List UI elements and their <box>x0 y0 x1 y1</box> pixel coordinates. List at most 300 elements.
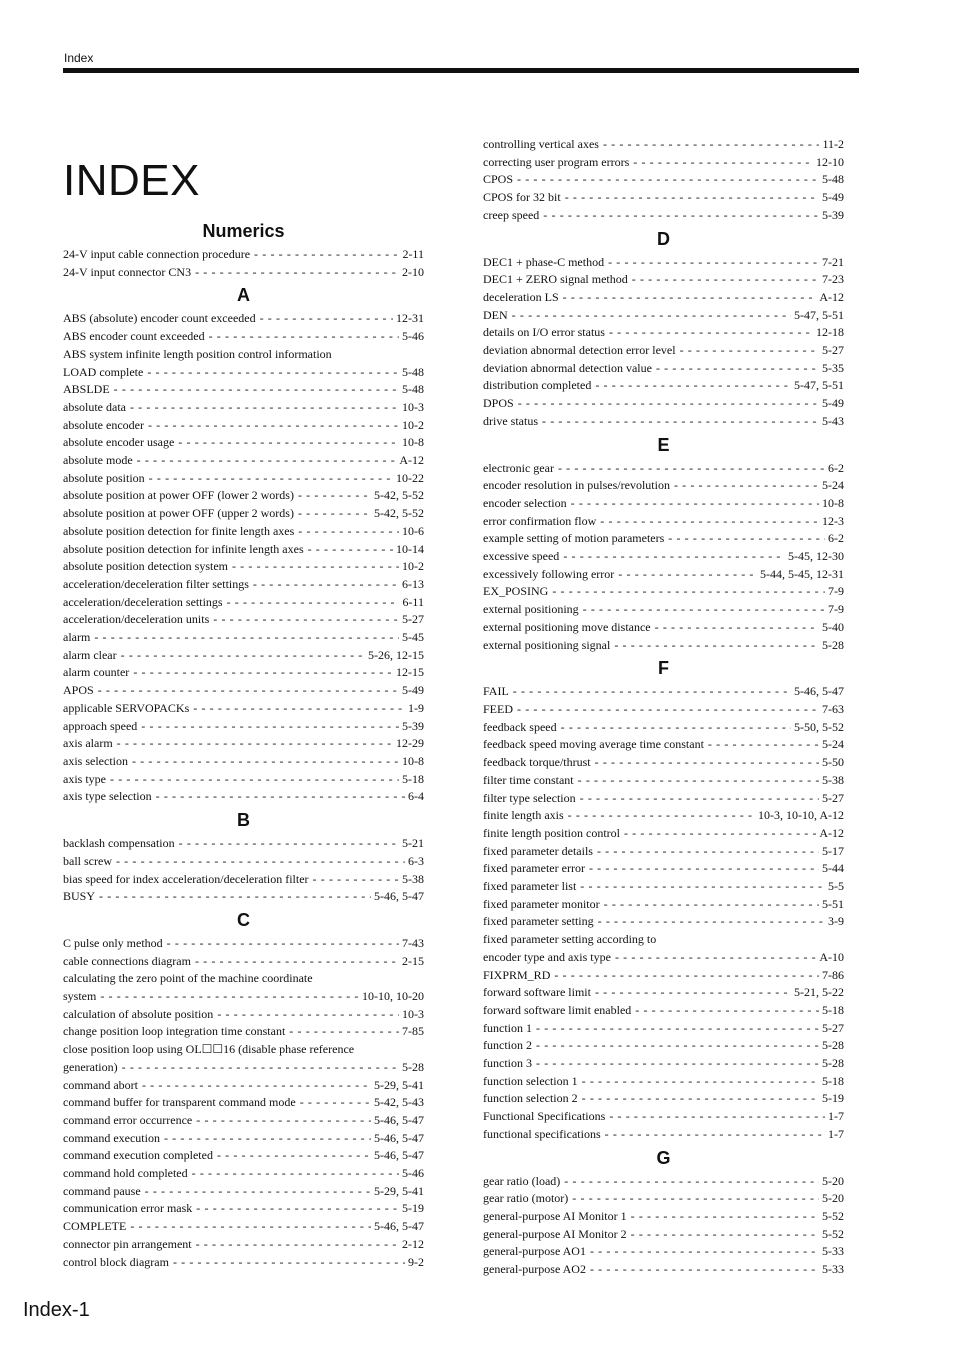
index-entry-term: generation) <box>63 1059 118 1074</box>
index-entry-term: BUSY <box>63 889 96 904</box>
dot-leader <box>147 364 399 382</box>
index-entry <box>63 434 424 452</box>
dot-leader <box>680 342 819 360</box>
index-entry-pages: 5-45 <box>402 630 424 645</box>
index-entry <box>483 360 844 378</box>
index-entry-pages: 5-24 <box>822 478 844 493</box>
index-entry-term: ABS system infinite length position control information <box>63 346 332 361</box>
index-entry <box>63 1112 424 1130</box>
index-entry-term: encoder resolution in pulses/revolution <box>483 478 670 493</box>
dot-leader <box>512 307 791 325</box>
index-entry <box>63 576 424 594</box>
index-entry-pages: 7-86 <box>822 967 844 982</box>
dot-leader <box>298 523 399 541</box>
dot-leader <box>543 207 819 225</box>
index-entry-term: controlling vertical axes <box>483 137 599 151</box>
index-entry-pages: 5-44 <box>822 861 844 876</box>
index-entry-pages: 12-3 <box>822 513 844 528</box>
dot-leader <box>600 513 819 531</box>
index-entry <box>63 1094 424 1112</box>
index-entry-pages: 1-7 <box>828 1109 844 1124</box>
index-entry <box>63 853 424 871</box>
dot-leader <box>98 682 399 700</box>
index-entry <box>63 935 424 953</box>
index-entry-term: gear ratio (motor) <box>483 1191 569 1206</box>
index-entry-term: alarm clear <box>63 647 117 662</box>
dot-leader <box>232 558 399 576</box>
index-entry <box>483 913 844 931</box>
index-entry-pages: 5-42, 5-52 <box>374 506 424 521</box>
index-entry-term: excessively following error <box>483 566 615 581</box>
index-entry <box>483 1108 844 1126</box>
dot-leader <box>635 1002 819 1020</box>
index-entry-term: DEN <box>483 307 508 322</box>
index-entry-term: error confirmation flow <box>483 513 597 528</box>
index-entry-term: command execution completed <box>63 1148 213 1163</box>
index-entry <box>63 735 424 753</box>
index-entry-pages: 2-10 <box>402 264 424 279</box>
index-entry-pages: 5-39 <box>822 207 844 222</box>
index-entry-term: external positioning <box>483 602 579 617</box>
index-entry-term: electronic gear <box>483 460 554 475</box>
index-entry-term: fixed parameter setting according to <box>483 932 657 947</box>
index-entry <box>483 271 844 289</box>
dot-leader <box>148 417 399 435</box>
dot-leader <box>195 264 399 282</box>
dot-leader <box>518 395 819 413</box>
dot-leader <box>578 772 819 790</box>
dot-leader <box>260 310 393 328</box>
index-entry-term: deviation abnormal detection error level <box>483 343 676 358</box>
index-entry-pages: 10-3, 10-10, A-12 <box>758 808 844 823</box>
index-entry-pages: 5-46, 5-47 <box>374 1148 424 1163</box>
index-entry <box>63 1147 424 1165</box>
index-entry <box>483 583 844 601</box>
index-entry-pages: 1-9 <box>408 700 424 715</box>
index-entry-term: deceleration LS <box>483 289 559 304</box>
index-entry <box>483 171 844 189</box>
dot-leader <box>142 1077 371 1095</box>
dot-leader <box>536 1055 819 1073</box>
section-heading: B <box>237 810 250 831</box>
index-entry-pages: 5-44, 5-45, 12-31 <box>760 566 844 581</box>
index-entry-pages: 10-3 <box>402 1006 424 1021</box>
dot-leader <box>536 1037 819 1055</box>
index-entry-pages: A-12 <box>399 453 424 468</box>
index-entry-pages: 5-20 <box>822 1173 844 1188</box>
index-entry-pages: 5-46, 5-47 <box>374 889 424 904</box>
index-entry-pages: 5-42, 5-52 <box>374 488 424 503</box>
index-entry-term: absolute data <box>63 399 126 414</box>
dot-leader <box>110 771 399 789</box>
index-entry <box>63 452 424 470</box>
index-entry-term: absolute position at power OFF (lower 2 words) <box>63 488 294 503</box>
index-entry-term: function 3 <box>483 1056 532 1071</box>
index-entry-pages: 7-23 <box>822 272 844 287</box>
index-entry <box>483 967 844 985</box>
index-entry <box>63 953 424 971</box>
index-entry <box>63 788 424 806</box>
index-entry-pages: 5-19 <box>822 1091 844 1106</box>
index-entry <box>483 719 844 737</box>
index-entry-pages: 12-15 <box>396 665 424 680</box>
dot-leader <box>195 953 399 971</box>
index-entry-term: fixed parameter setting <box>483 914 594 929</box>
index-entry-pages: 5-45, 12-30 <box>788 549 844 564</box>
index-entry-term: ball screw <box>63 853 112 868</box>
index-entry-pages: 5-40 <box>822 619 844 634</box>
index-entry-pages: 10-22 <box>396 470 424 485</box>
dot-leader <box>624 825 816 843</box>
index-entry-term: drive status <box>483 413 538 428</box>
index-entry-term: correcting user program errors <box>483 154 630 169</box>
dot-leader <box>633 154 813 172</box>
dot-leader <box>572 1190 819 1208</box>
index-entry <box>63 611 424 629</box>
index-entry <box>63 1006 424 1024</box>
index-entry-term: EX_POSING <box>483 584 549 599</box>
dot-leader <box>133 664 393 682</box>
index-entry-term: close position loop using OL☐☐16 (disable phase reference <box>63 1042 355 1057</box>
index-entry <box>63 310 424 328</box>
dot-leader <box>595 754 819 772</box>
index-entry <box>63 1236 424 1254</box>
index-entry <box>483 619 844 637</box>
index-entry-pages: 5-18 <box>402 771 424 786</box>
index-entry-pages: 5-52 <box>822 1226 844 1241</box>
index-entry <box>483 949 844 967</box>
index-entry <box>483 736 844 754</box>
index-entry-pages: 11-2 <box>822 137 844 151</box>
index-entry <box>483 1037 844 1055</box>
index-entry <box>483 254 844 272</box>
index-entry-term: fixed parameter details <box>483 843 593 858</box>
dot-leader <box>308 541 393 559</box>
index-entry <box>483 1243 844 1261</box>
dot-leader <box>99 888 371 906</box>
dot-leader <box>121 647 365 665</box>
index-entry <box>483 843 844 861</box>
index-entry <box>483 136 844 154</box>
index-entry <box>483 772 844 790</box>
index-entry <box>483 154 844 172</box>
dot-leader <box>609 324 813 342</box>
index-entry-term: axis type <box>63 771 106 786</box>
index-entry-term: fixed parameter list <box>483 879 577 894</box>
dot-leader <box>130 1218 371 1236</box>
index-entry-term: finite length axis <box>483 808 564 823</box>
dot-leader <box>122 1059 399 1077</box>
index-entry-pages: 5-38 <box>402 871 424 886</box>
index-entry-pages: 5-29, 5-41 <box>374 1077 424 1092</box>
index-entry-term: fixed parameter monitor <box>483 896 600 911</box>
dot-leader <box>582 1090 819 1108</box>
index-entry-pages: 5-50 <box>822 755 844 770</box>
index-entry-term: absolute position detection system <box>63 559 228 574</box>
index-entry <box>483 1055 844 1073</box>
index-entry-pages: 5-43 <box>822 413 844 428</box>
index-entry <box>63 399 424 417</box>
index-entry-term: encoder selection <box>483 495 567 510</box>
dot-leader <box>145 1183 371 1201</box>
index-entry <box>63 541 424 559</box>
index-entry-term: excessive speed <box>483 549 560 564</box>
index-entry <box>63 558 424 576</box>
index-entry-term: external positioning move distance <box>483 619 651 634</box>
index-entry-pages: 5-27 <box>402 612 424 627</box>
index-entry <box>483 1208 844 1226</box>
index-entry <box>63 647 424 665</box>
index-entry-pages: 10-8 <box>402 753 424 768</box>
dot-leader <box>227 594 400 612</box>
dot-leader <box>631 1226 819 1244</box>
index-entry-term: LOAD complete <box>63 364 144 379</box>
index-entry <box>483 683 844 701</box>
index-entry <box>483 1090 844 1108</box>
index-entry-pages: 10-3 <box>402 399 424 414</box>
index-entry-term: deviation abnormal detection value <box>483 360 652 375</box>
index-entry <box>63 1130 424 1148</box>
index-entry-term: alarm counter <box>63 665 130 680</box>
index-entry-term: distribution completed <box>483 378 592 393</box>
index-entry-term: alarm <box>63 630 91 645</box>
dot-leader <box>608 254 819 272</box>
index-entry-term: communication error mask <box>63 1201 193 1216</box>
index-entry <box>483 495 844 513</box>
dot-leader <box>167 935 399 953</box>
index-entry <box>483 1190 844 1208</box>
index-entry-pages: 5-5 <box>828 879 844 894</box>
dot-leader <box>632 271 819 289</box>
index-entry-pages: 2-15 <box>402 953 424 968</box>
index-entry-pages: 2-11 <box>402 247 424 261</box>
index-entry <box>63 700 424 718</box>
index-entry-term: ABSLDE <box>63 382 110 397</box>
index-entry-pages: 5-24 <box>822 737 844 752</box>
index-entry-pages: 5-42, 5-43 <box>374 1095 424 1110</box>
index-entry-term: 24-V input cable connection procedure <box>63 247 251 261</box>
index-entry-term: cable connections diagram <box>63 953 191 968</box>
index-entry-pages: 10-8 <box>402 435 424 450</box>
index-entry <box>483 637 844 655</box>
index-entry-pages: 5-27 <box>822 790 844 805</box>
index-entry-term: filter time constant <box>483 772 574 787</box>
dot-leader <box>114 381 399 399</box>
index-entry-pages: 6-13 <box>402 576 424 591</box>
dot-leader <box>178 434 399 452</box>
dot-leader <box>253 576 399 594</box>
dot-leader <box>298 487 371 505</box>
dot-leader <box>149 470 393 488</box>
index-entry-term: command hold completed <box>63 1166 188 1181</box>
index-entry <box>63 753 424 771</box>
index-entry-pages: 5-35 <box>822 360 844 375</box>
dot-leader <box>213 611 399 629</box>
index-entry <box>483 477 844 495</box>
dot-leader <box>217 1147 371 1165</box>
index-entry-term: control block diagram <box>63 1254 169 1269</box>
index-entry-term: Functional Specifications <box>483 1109 606 1124</box>
dot-leader <box>254 246 399 264</box>
dot-leader <box>552 583 825 601</box>
index-entry-term: example setting of motion parameters <box>483 531 665 546</box>
dot-leader <box>298 505 371 523</box>
index-entry-pages: 5-21, 5-22 <box>794 985 844 1000</box>
dot-leader <box>568 807 755 825</box>
index-entry <box>63 718 424 736</box>
dot-leader <box>300 1094 371 1112</box>
index-entry-pages: A-12 <box>819 825 844 840</box>
dot-leader <box>217 1006 399 1024</box>
index-entry-term: absolute mode <box>63 453 133 468</box>
index-entry <box>483 1226 844 1244</box>
index-entry-term: general-purpose AO1 <box>483 1244 586 1259</box>
dot-leader <box>655 619 819 637</box>
index-entry-pages: 1-7 <box>828 1126 844 1141</box>
index-entry <box>483 601 844 619</box>
dot-leader <box>590 1243 819 1261</box>
index-entry <box>483 1073 844 1091</box>
index-entry <box>483 513 844 531</box>
index-entry <box>63 771 424 789</box>
index-entry-pages: 7-9 <box>828 602 844 617</box>
index-entry-pages: 5-18 <box>822 1073 844 1088</box>
dot-leader <box>141 718 399 736</box>
index-entry-term: function 1 <box>483 1020 532 1035</box>
index-entry-pages: 5-48 <box>402 364 424 379</box>
index-entry-term: change position loop integration time constant <box>63 1024 286 1039</box>
index-entry-term: DPOS <box>483 396 514 411</box>
index-entry-pages: 7-21 <box>822 254 844 269</box>
dot-leader <box>595 377 791 395</box>
index-entry-term: APOS <box>63 683 94 698</box>
dot-leader <box>94 629 399 647</box>
running-header: Index <box>64 51 94 65</box>
index-entry <box>483 324 844 342</box>
index-entry <box>63 682 424 700</box>
index-entry-term: system <box>63 989 97 1004</box>
index-entry <box>63 264 424 282</box>
index-entry-pages: 7-9 <box>828 584 844 599</box>
index-column-left <box>63 220 424 1271</box>
dot-leader <box>605 1126 825 1144</box>
index-entry <box>63 1254 424 1272</box>
index-entry-pages: 5-19 <box>402 1201 424 1216</box>
section-heading: A <box>237 285 250 306</box>
dot-leader <box>618 566 757 584</box>
index-entry-term: command abort <box>63 1077 138 1092</box>
index-entry-term: absolute position <box>63 470 145 485</box>
index-entry <box>483 860 844 878</box>
index-entry-term: bias speed for index acceleration/deceleration filter <box>63 871 309 886</box>
index-entry-pages: 5-46, 5-47 <box>374 1219 424 1234</box>
dot-leader <box>117 735 393 753</box>
index-entry-term: general-purpose AI Monitor 2 <box>483 1226 627 1241</box>
index-entry-pages: 5-38 <box>822 772 844 787</box>
index-entry-term: 24-V input connector CN3 <box>63 264 192 279</box>
index-entry-pages: 6-2 <box>828 460 844 475</box>
index-entry-term: function selection 2 <box>483 1091 578 1106</box>
dot-leader <box>580 878 825 896</box>
index-entry <box>483 307 844 325</box>
index-entry-term: feedback speed moving average time constant <box>483 737 704 752</box>
index-entry-pages: 10-14 <box>396 541 424 556</box>
section-heading: D <box>657 228 670 249</box>
index-entry <box>63 364 424 382</box>
index-entry-term: fixed parameter error <box>483 861 585 876</box>
index-entry-term: axis selection <box>63 753 128 768</box>
index-entry <box>63 381 424 399</box>
index-entry-pages: 12-18 <box>816 325 844 340</box>
index-entry-term: connector pin arrangement <box>63 1236 192 1251</box>
index-entry-term: absolute encoder usage <box>63 435 175 450</box>
index-entry <box>483 342 844 360</box>
index-entry-term: COMPLETE <box>63 1219 127 1234</box>
index-entry <box>483 701 844 719</box>
index-entry-term: command buffer for transparent command mode <box>63 1095 296 1110</box>
index-entry-pages: 10-2 <box>402 559 424 574</box>
index-entry <box>483 548 844 566</box>
index-entry-term: external positioning signal <box>483 637 611 652</box>
index-entry-pages: 5-46, 5-47 <box>374 1130 424 1145</box>
index-entry-term: absolute position at power OFF (upper 2 words) <box>63 506 294 521</box>
index-entry <box>483 1002 844 1020</box>
index-entry-pages: 5-29, 5-41 <box>374 1183 424 1198</box>
index-entry-term: details on I/O error status <box>483 325 605 340</box>
index-entry-pages: 3-9 <box>828 914 844 929</box>
index-entry-pages: A-12 <box>819 289 844 304</box>
dot-leader <box>583 601 825 619</box>
index-entry-term: functional specifications <box>483 1126 601 1141</box>
index-entry <box>63 594 424 612</box>
index-entry-pages: 6-2 <box>828 531 844 546</box>
dot-leader <box>609 1108 825 1126</box>
index-entry-pages: 7-63 <box>822 701 844 716</box>
index-entry-term: FEED <box>483 701 513 716</box>
dot-leader <box>193 700 405 718</box>
dot-leader <box>563 548 785 566</box>
index-entry <box>483 413 844 431</box>
index-entry-term: general-purpose AO2 <box>483 1262 586 1277</box>
dot-leader <box>582 1073 819 1091</box>
index-entry-term: feedback torque/thrust <box>483 755 591 770</box>
index-entry-term: calculating the zero point of the machine coordinate <box>63 971 313 986</box>
dot-leader <box>517 701 819 719</box>
index-entry-pages: 5-52 <box>822 1208 844 1223</box>
index-entry-pages: 5-17 <box>822 843 844 858</box>
index-entry-pages: 5-49 <box>822 396 844 411</box>
index-entry-pages: 5-47, 5-51 <box>794 307 844 322</box>
index-entry-pages: 9-2 <box>408 1254 424 1269</box>
index-entry-pages: 10-2 <box>402 417 424 432</box>
dot-leader <box>513 683 791 701</box>
dot-leader <box>564 1173 819 1191</box>
index-entry-term: function selection 1 <box>483 1073 578 1088</box>
index-entry-pages: 5-46 <box>402 329 424 344</box>
index-entry-term: command pause <box>63 1183 141 1198</box>
index-entry-term: acceleration/deceleration filter settings <box>63 576 249 591</box>
index-entry-pages: 5-28 <box>822 1056 844 1071</box>
index-entry-pages: 5-33 <box>822 1244 844 1259</box>
index-entry-term: absolute position detection for infinite length axes <box>63 541 304 556</box>
index-entry <box>63 888 424 906</box>
dot-leader <box>196 1200 399 1218</box>
index-entry-pages: 6-4 <box>408 789 424 804</box>
index-entry <box>483 1020 844 1038</box>
dot-leader <box>173 1254 405 1272</box>
dot-leader <box>192 1165 399 1183</box>
index-entry-term: acceleration/deceleration units <box>63 612 210 627</box>
